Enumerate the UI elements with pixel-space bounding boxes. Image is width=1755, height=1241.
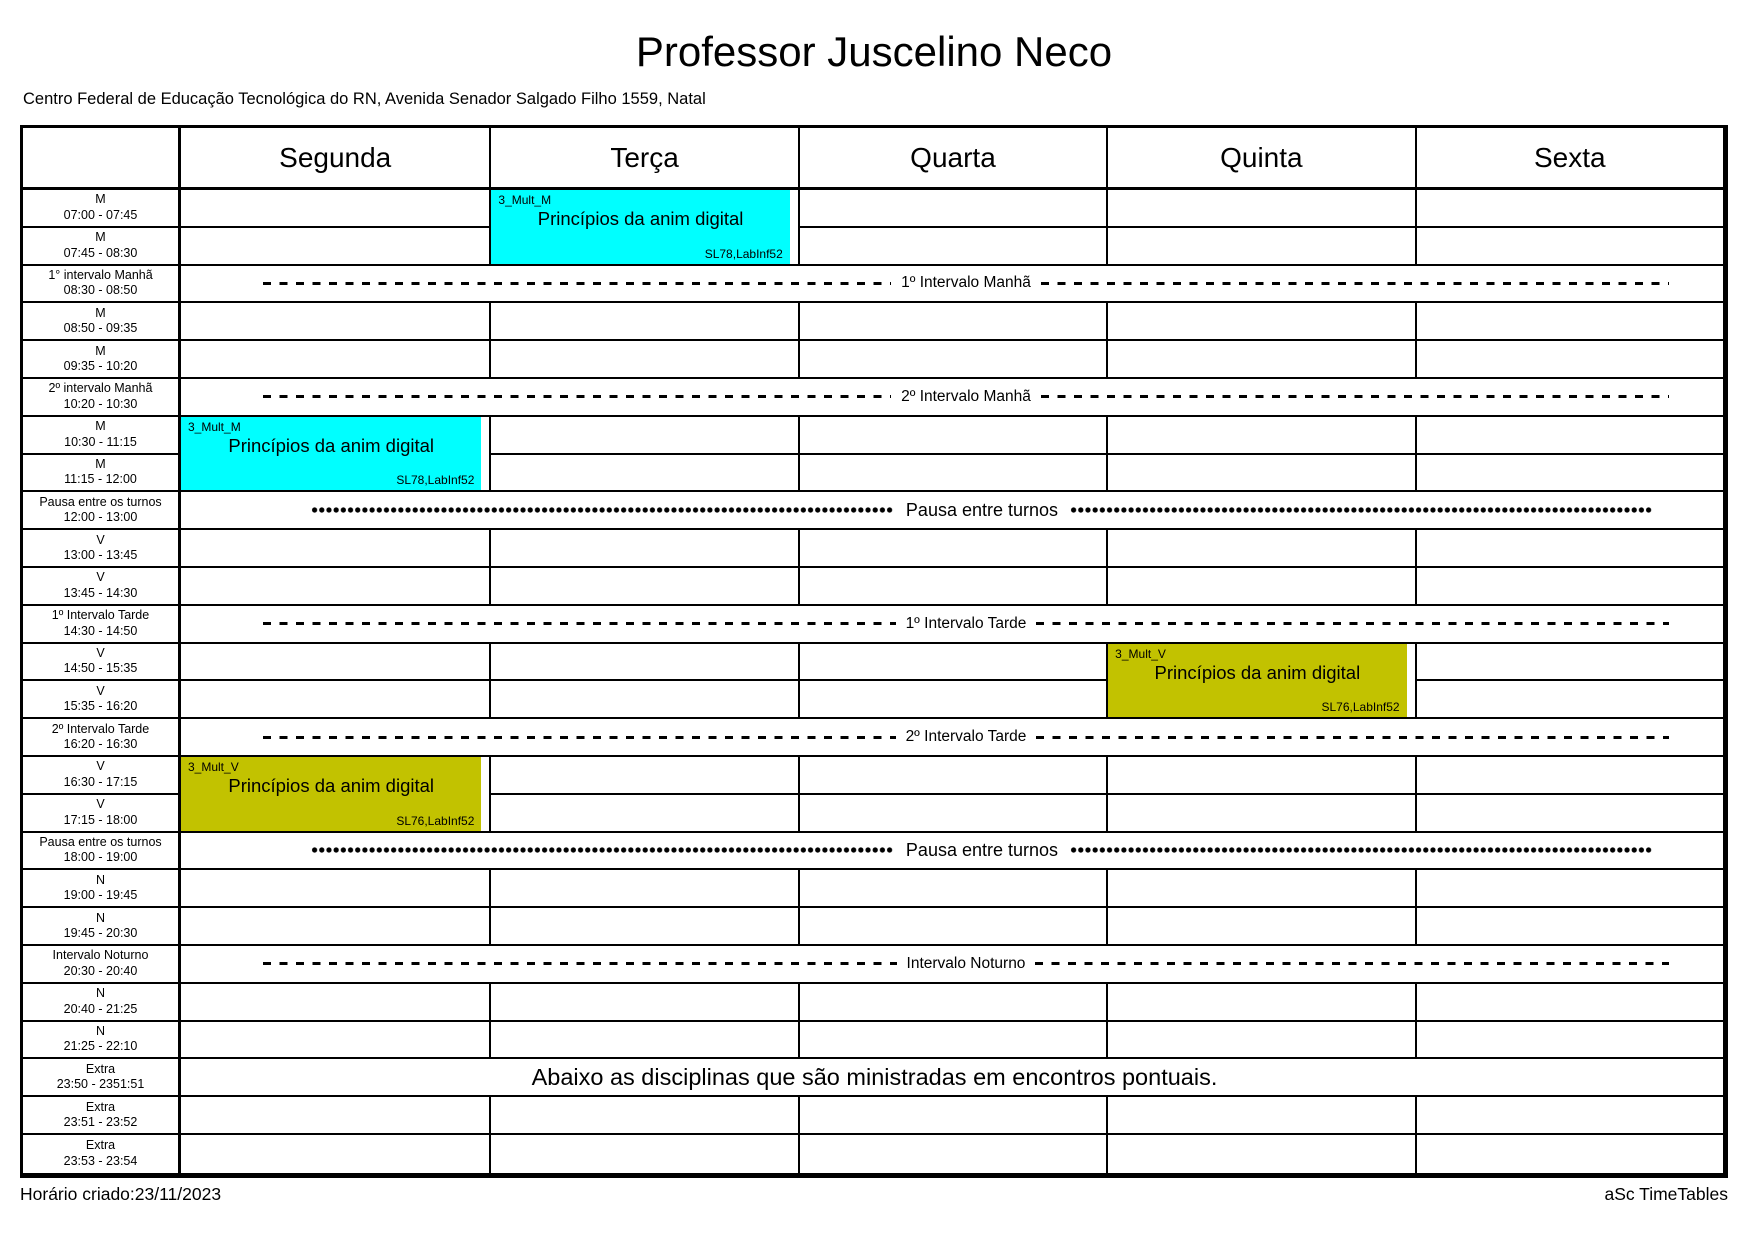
empty-slot-cell [489,303,797,341]
time-cell [23,1022,181,1060]
time-cell [23,568,181,606]
time-cell [23,946,181,984]
time-cell-label: Pausa entre os turnos [39,834,162,849]
empty-slot-cell [1415,757,1723,795]
empty-slot-cell [181,228,489,266]
footer [20,1184,1728,1205]
empty-slot-cell [1106,568,1414,606]
block-class-label: 3_Mult_M [498,193,552,207]
time-cell-range: 08:30 - 08:50 [63,283,138,298]
time-cell-label: M [95,456,106,471]
interval-label: Intervalo Noturno [906,954,1026,972]
time-cell [23,1097,181,1135]
empty-slot-cell [181,984,489,1022]
empty-slot-cell [1106,190,1414,228]
dotted-line [311,506,894,514]
empty-slot-cell [1106,1135,1414,1173]
day-header-quinta: Quinta [1106,128,1414,190]
time-cell [23,530,181,568]
time-cell-range: 19:00 - 19:45 [63,888,138,903]
block-subject: Princípios da anim digital [537,208,744,229]
empty-slot-cell [798,644,1106,682]
time-cell [23,606,181,644]
time-cell-range: 21:25 - 22:10 [63,1039,138,1054]
empty-slot-cell [1106,984,1414,1022]
time-cell-label: V [96,645,105,660]
time-cell-label: 2º intervalo Manhã [48,381,153,396]
time-cell [23,795,181,833]
interval-label: 1º Intervalo Manhã [901,274,1031,292]
time-cell-label: 1° intervalo Manhã [48,267,153,282]
time-cell [23,190,181,228]
time-cell-label: V [96,797,105,812]
empty-slot-cell [1415,530,1723,568]
time-cell-label: N [95,872,106,887]
time-cell-label: M [95,343,106,358]
pausa-label: Pausa entre turnos [905,499,1059,520]
time-cell [23,379,181,417]
time-cell-range: 08:50 - 09:35 [63,321,138,336]
slot-cell [1106,644,1414,720]
empty-slot-cell [1106,757,1414,795]
empty-slot-cell [489,417,797,455]
empty-slot-cell [181,530,489,568]
day-header-terca: Terça [489,128,797,190]
empty-slot-cell [181,190,489,228]
time-cell-range: 23:51 - 23:52 [63,1115,138,1130]
empty-slot-cell [489,795,797,833]
empty-slot-cell [798,190,1106,228]
empty-slot-cell [1415,1135,1723,1173]
empty-slot-cell [181,1097,489,1135]
page-title: Professor Juscelino Neco [635,28,1113,75]
time-cell-range: 09:35 - 10:20 [63,359,138,374]
time-cell-label: Intervalo Noturno [52,948,149,963]
time-cell-label: N [95,910,106,925]
time-cell-range: 19:45 - 20:30 [63,926,138,941]
time-cell [23,303,181,341]
time-cell [23,455,181,493]
time-cell [23,984,181,1022]
empty-slot-cell [1415,341,1723,379]
time-cell-range: 16:20 - 16:30 [63,737,138,752]
time-cell [23,417,181,455]
time-cell-range: 20:30 - 20:40 [63,963,138,978]
empty-slot-cell [1415,303,1723,341]
interval-row [181,719,1723,757]
time-cell-label: V [96,532,105,547]
empty-slot-cell [798,341,1106,379]
empty-slot-cell [798,757,1106,795]
time-cell-label: N [95,986,106,1001]
dashed-line [263,282,891,285]
empty-slot-cell [181,341,489,379]
empty-slot-cell [1415,908,1723,946]
time-cell-range: 20:40 - 21:25 [63,1001,138,1016]
empty-slot-cell [489,530,797,568]
empty-slot-cell [798,1022,1106,1060]
time-cell [23,908,181,946]
block-subject: Princípios da anim digital [1154,661,1361,683]
empty-slot-cell [798,1097,1106,1135]
empty-slot-cell [798,795,1106,833]
empty-slot-cell [1106,530,1414,568]
time-cell-label: N [95,1023,106,1038]
slot-cell [181,757,489,833]
dashed-line [263,622,896,625]
empty-slot-cell [181,644,489,682]
interval-label: 2º Intervalo Manhã [901,387,1031,405]
slot-cell [489,190,797,266]
empty-slot-cell [1106,303,1414,341]
dashed-line [263,962,897,965]
time-cell [23,1059,181,1097]
dashed-line [1035,962,1669,965]
dotted-line [1070,506,1653,514]
time-cell-range: 14:30 - 14:50 [63,623,138,638]
empty-slot-cell [489,757,797,795]
empty-slot-cell [1415,455,1723,493]
time-cell [23,757,181,795]
day-header-quarta: Quarta [798,128,1106,190]
dashed-line [1036,622,1669,625]
empty-slot-cell [1415,644,1723,682]
empty-slot-cell [1106,1097,1414,1135]
interval-label: 1º Intervalo Tarde [905,614,1027,632]
time-cell-label: Extra [85,1138,116,1153]
time-cell-range: 23:53 - 23:54 [63,1153,138,1168]
dotted-line [1070,846,1653,854]
empty-slot-cell [798,228,1106,266]
dashed-line [263,395,891,398]
empty-slot-cell [489,341,797,379]
time-cell-range: 23:50 - 2351:51 [56,1077,145,1092]
empty-slot-cell [798,417,1106,455]
footer-app-name: aSc TimeTables [1604,1184,1728,1204]
pausa-row [181,833,1723,871]
empty-slot-cell [489,1022,797,1060]
time-cell-label: M [95,230,106,245]
class-block[interactable] [181,417,481,491]
empty-slot-cell [181,303,489,341]
time-cell-range: 15:35 - 16:20 [63,699,138,714]
interval-row [181,946,1723,984]
time-cell-range: 16:30 - 17:15 [63,774,138,789]
empty-slot-cell [181,568,489,606]
time-cell-range: 18:00 - 19:00 [63,850,138,865]
block-subject: Princípios da anim digital [228,434,435,456]
block-class-label: 3_Mult_V [1115,646,1166,661]
time-cell-range: 13:00 - 13:45 [63,548,138,563]
slot-cell [181,417,489,493]
class-block[interactable] [181,757,481,831]
empty-slot-cell [798,568,1106,606]
time-cell [23,266,181,304]
block-class-label: 3_Mult_M [188,419,241,434]
empty-slot-cell [798,455,1106,493]
time-cell-range: 10:30 - 11:15 [64,434,137,449]
empty-slot-cell [798,870,1106,908]
header-corner-cell [23,128,181,190]
interval-row [181,379,1723,417]
time-cell-label: Pausa entre os turnos [39,494,162,509]
timetable [20,125,1728,1178]
empty-slot-cell [1415,795,1723,833]
dashed-line [263,736,896,739]
empty-slot-cell [489,681,797,719]
block-room: SL76,LabInf52 [396,813,475,828]
time-cell-label: M [95,419,106,434]
empty-slot-cell [489,644,797,682]
empty-slot-cell [181,908,489,946]
empty-slot-cell [1106,455,1414,493]
empty-slot-cell [1415,228,1723,266]
interval-row [181,266,1723,304]
block-subject: Princípios da anim digital [228,774,435,796]
empty-slot-cell [798,1135,1106,1173]
message-row [181,1059,1723,1097]
empty-slot-cell [1415,681,1723,719]
time-cell-range: 12:00 - 13:00 [63,510,138,525]
empty-slot-cell [798,908,1106,946]
empty-slot-cell [181,1022,489,1060]
empty-slot-cell [1415,984,1723,1022]
empty-slot-cell [798,303,1106,341]
time-cell-label: V [96,570,105,585]
empty-slot-cell [1415,870,1723,908]
empty-slot-cell [1106,1022,1414,1060]
footer-created-date: Horário criado:23/11/2023 [20,1184,222,1204]
empty-slot-cell [1106,870,1414,908]
time-cell-range: 14:50 - 15:35 [63,661,138,676]
interval-row [181,606,1723,644]
class-block[interactable] [491,190,789,264]
day-header-sexta: Sexta [1415,128,1723,190]
dashed-line [1041,395,1669,398]
block-room: SL78,LabInf52 [704,246,783,261]
dashed-line [1036,736,1669,739]
empty-slot-cell [181,870,489,908]
empty-slot-cell [798,984,1106,1022]
empty-slot-cell [489,568,797,606]
time-cell [23,492,181,530]
empty-slot-cell [1106,417,1414,455]
time-cell-range: 07:00 - 07:45 [63,207,138,222]
empty-slot-cell [1415,417,1723,455]
empty-slot-cell [1106,908,1414,946]
dashed-line [1041,282,1669,285]
time-cell-label: Extra [85,1099,116,1114]
empty-slot-cell [489,1135,797,1173]
time-cell [23,833,181,871]
dotted-line [311,846,894,854]
empty-slot-cell [1415,568,1723,606]
empty-slot-cell [1106,228,1414,266]
day-header-segunda: Segunda [181,128,489,190]
time-cell-label: V [96,683,105,698]
empty-slot-cell [181,681,489,719]
time-cell-range: 11:15 - 12:00 [64,472,137,487]
empty-slot-cell [1415,1097,1723,1135]
time-cell [23,644,181,682]
empty-slot-cell [489,1097,797,1135]
pausa-label: Pausa entre turnos [905,839,1059,860]
empty-slot-cell [489,908,797,946]
block-room: SL78,LabInf52 [396,473,475,488]
class-block[interactable] [1108,644,1406,718]
empty-slot-cell [489,870,797,908]
empty-slot-cell [1415,190,1723,228]
time-cell-range: 17:15 - 18:00 [63,812,138,827]
empty-slot-cell [181,1135,489,1173]
empty-slot-cell [798,681,1106,719]
time-cell [23,1135,181,1173]
empty-slot-cell [798,530,1106,568]
institution-subtitle: Centro Federal de Educação Tecnológica do RN, Avenida Senador Salgado Filho 1559, Natal [23,90,706,108]
empty-slot-cell [489,984,797,1022]
block-class-label: 3_Mult_V [188,759,239,774]
time-cell [23,681,181,719]
time-cell-label: 2º Intervalo Tarde [51,721,150,736]
time-cell-label: M [95,192,106,207]
message-text: Abaixo as disciplinas que são ministradas em encontros pontuais. [531,1063,1218,1090]
time-cell-range: 13:45 - 14:30 [63,585,138,600]
time-cell-label: V [96,759,105,774]
time-cell [23,341,181,379]
time-cell [23,870,181,908]
empty-slot-cell [1106,795,1414,833]
time-cell-range: 07:45 - 08:30 [63,245,138,260]
time-cell [23,719,181,757]
time-cell-label: M [95,305,106,320]
interval-label: 2º Intervalo Tarde [905,728,1027,746]
time-cell-label: Extra [85,1061,116,1076]
pausa-row [181,492,1723,530]
empty-slot-cell [1415,1022,1723,1060]
time-cell [23,228,181,266]
empty-slot-cell [1106,341,1414,379]
block-room: SL76,LabInf52 [1321,700,1400,715]
time-cell-label: 1º Intervalo Tarde [51,608,150,623]
time-cell-range: 10:20 - 10:30 [63,396,138,411]
empty-slot-cell [489,455,797,493]
